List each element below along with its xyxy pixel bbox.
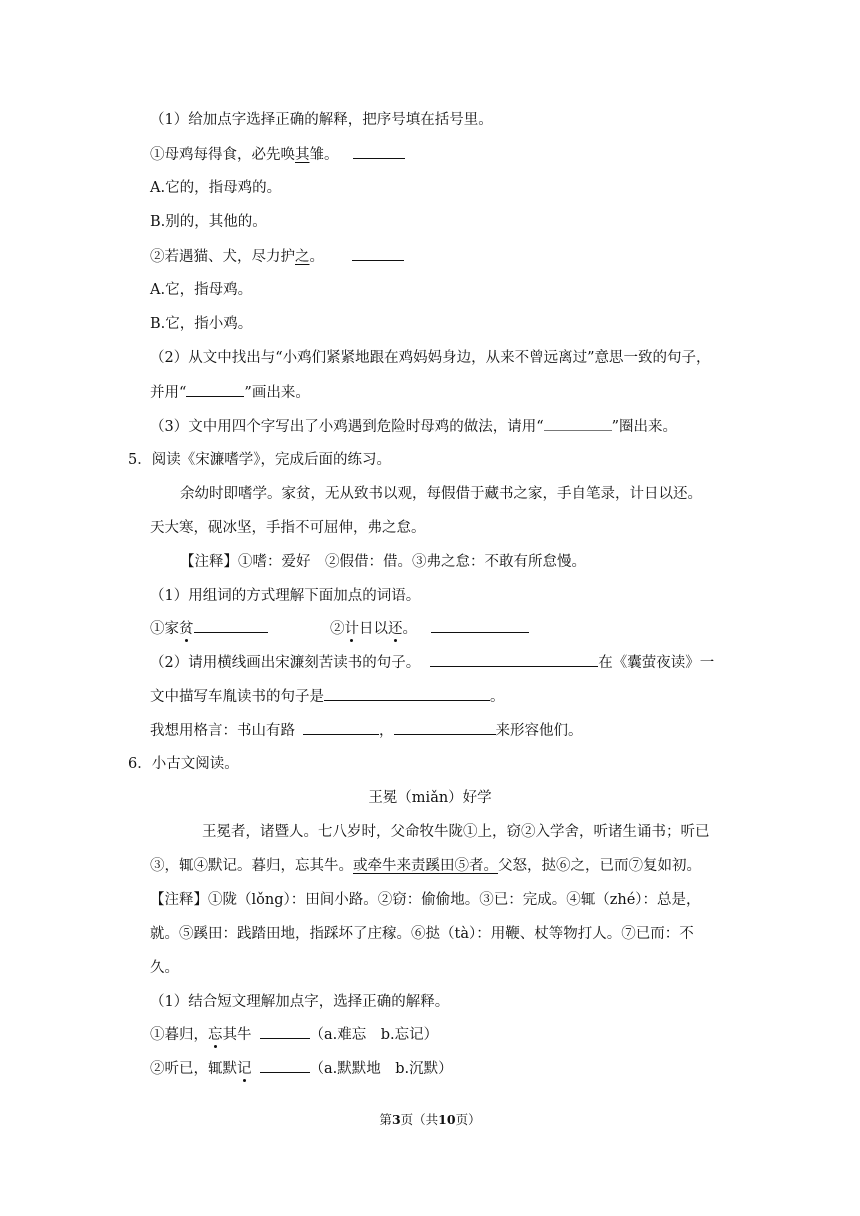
q4-item2-option-a: A.它，指母鸡。 bbox=[150, 282, 253, 298]
q6-passage-line2-pre: ③，辄④默记。暮归，忘其牛。 bbox=[150, 858, 353, 874]
q5-word1-pre: ①家 bbox=[150, 621, 179, 637]
q6-item2 bbox=[150, 1058, 453, 1079]
q4-sub3 bbox=[150, 416, 677, 437]
q6-passage-line1: 王冕者，诸暨人。七八岁时，父命牧牛陇①上，窃②入学舍，听诸生诵书；听已 bbox=[202, 824, 710, 840]
q6-title: 6．小古文阅读。 bbox=[128, 756, 239, 772]
q5-note: 【注释】①嗜：爱好 ②假借：借。③弗之怠：不敢有所怠慢。 bbox=[180, 554, 586, 570]
q5-motto-pre: 我想用格言：书山有路 bbox=[150, 723, 295, 739]
q5-motto-answer-blank-a[interactable] bbox=[303, 720, 379, 735]
footer-total-pages: 10 bbox=[438, 1112, 456, 1127]
q4-sub3-pre: （3）文中用四个字写出了小鸡遇到危险时母鸡的做法，请用“ bbox=[150, 419, 544, 435]
q4-item2-mark: 之 bbox=[295, 249, 310, 265]
footer-mid: 页（共 bbox=[400, 1112, 439, 1127]
q5-sub2-pre: （2）请用横线画出宋濂刻苦读书的句子。 bbox=[150, 655, 421, 671]
q4-sub2-post: ”画出来。 bbox=[244, 385, 310, 401]
q4-sub2-line-sample bbox=[186, 382, 244, 397]
q4-item1-pre: ①母鸡每得食，必先唤 bbox=[150, 147, 295, 163]
q4-sub2-pre: 并用“ bbox=[150, 385, 187, 401]
footer-page-number: 3 bbox=[391, 1112, 401, 1127]
q5-word1-mark: 贫 bbox=[179, 621, 194, 637]
q5-word2-mark1: 计 bbox=[344, 621, 359, 637]
q6-passage-line2-post: 父怒，挞⑥之，已而⑦复如初。 bbox=[498, 858, 701, 874]
q5-sub2-line2-post: 。 bbox=[490, 689, 505, 705]
q6-heading: 王冕（miǎn）好学 bbox=[368, 790, 492, 806]
q4-item1-option-b: B.别的，其他的。 bbox=[150, 214, 267, 230]
q6-item1-mark: 忘 bbox=[208, 1027, 223, 1043]
q6-item2-mark: 记 bbox=[237, 1061, 252, 1077]
q6-passage-line2 bbox=[150, 856, 701, 876]
q5-sub1: （1）用组词的方式理解下面加点的词语。 bbox=[150, 588, 421, 604]
q5-motto-comma: ， bbox=[379, 723, 394, 739]
q5-sub2-line2-pre: 文中描写车胤读书的句子是 bbox=[150, 689, 324, 705]
footer-post: 页） bbox=[455, 1112, 481, 1127]
page-footer bbox=[0, 1110, 860, 1130]
q4-sub3-post: ”圈出来。 bbox=[611, 419, 678, 435]
q5-sub2-answer-blank-a[interactable] bbox=[430, 652, 598, 667]
q5-motto bbox=[150, 720, 583, 741]
q5-word2 bbox=[330, 618, 529, 639]
q4-sub1: （1）给加点字选择正确的解释，把序号填在括号里。 bbox=[150, 112, 493, 128]
q5-motto-answer-blank-b[interactable] bbox=[394, 720, 496, 735]
q5-motto-post: 来形容他们。 bbox=[495, 723, 583, 739]
q6-note-line1: 【注释】①陇（lǒng）：田间小路。②窃：偷偷地。③已：完成。④辄（zhé）：总是， bbox=[150, 892, 701, 908]
q4-item1-answer-blank[interactable] bbox=[353, 144, 405, 159]
q5-word2-mark2: 还 bbox=[388, 621, 403, 637]
footer-pre: 第 bbox=[379, 1112, 392, 1127]
q5-word2-pre: ② bbox=[330, 621, 345, 637]
q5-word1-answer-blank[interactable] bbox=[194, 618, 268, 633]
q5-word2-mid: 日以 bbox=[359, 621, 388, 637]
q6-note-line3: 久。 bbox=[150, 960, 179, 976]
q6-item1-options: （a.难忘 b.忘记） bbox=[309, 1027, 439, 1043]
q5-passage-line2: 天大寒，砚冰坚，手指不可屈伸，弗之怠。 bbox=[150, 520, 426, 536]
q6-item2-options: （a.默默地 b.沉默） bbox=[309, 1061, 453, 1077]
q6-underlined-sentence: 或牵牛来责蹊田⑤者。 bbox=[353, 858, 498, 874]
q4-item2-answer-blank[interactable] bbox=[352, 246, 404, 261]
q4-item2-pre: ②若遇猫、犬，尽力护 bbox=[150, 249, 295, 265]
q5-sub2-line1 bbox=[150, 652, 714, 673]
q4-sub3-line-sample bbox=[544, 416, 612, 431]
q5-word2-answer-blank[interactable] bbox=[431, 618, 529, 633]
q4-item2 bbox=[150, 246, 404, 267]
q4-item1 bbox=[150, 144, 405, 165]
q6-item1-post: 其牛 bbox=[222, 1027, 252, 1043]
q4-item1-post: 雏。 bbox=[309, 147, 339, 163]
q5-word2-post: 。 bbox=[402, 621, 417, 637]
q5-sub2-answer-blank-b[interactable] bbox=[324, 686, 490, 701]
q5-sub2-line2 bbox=[150, 686, 505, 707]
q6-item1 bbox=[150, 1024, 438, 1045]
q4-item1-mark: 其 bbox=[295, 147, 310, 163]
q4-item2-post: 。 bbox=[309, 249, 324, 265]
q6-item1-answer-blank[interactable] bbox=[260, 1024, 310, 1039]
q4-item2-option-b: B.它，指小鸡。 bbox=[150, 316, 253, 332]
q4-item1-option-a: A.它的，指母鸡的。 bbox=[150, 180, 282, 196]
q4-sub2-line1: （2）从文中找出与“小鸡们紧紧地跟在鸡妈妈身边，从来不曾远离过”意思一致的句子， bbox=[150, 350, 711, 366]
q6-note-line2: 就。⑤蹊田：践踏田地，指踩坏了庄稼。⑥挞（tà）：用鞭、杖等物打人。⑦已而：不 bbox=[150, 926, 694, 942]
q5-word1 bbox=[150, 618, 268, 639]
q6-item2-pre: ②听已，辄默 bbox=[150, 1061, 237, 1077]
q6-sub1: （1）结合短文理解加点字，选择正确的解释。 bbox=[150, 994, 450, 1010]
q6-item2-answer-blank[interactable] bbox=[260, 1058, 310, 1073]
q5-passage-line1: 余幼时即嗜学。家贫，无从致书以观，每假借于藏书之家，手自笔录，计日以还。 bbox=[180, 486, 702, 502]
q6-item1-pre: ①暮归， bbox=[150, 1027, 208, 1043]
q5-sub2-post: 在《囊萤夜读》一 bbox=[598, 655, 715, 671]
q4-sub2-line2 bbox=[150, 382, 310, 403]
q5-title: 5．阅读《宋濂嗜学》，完成后面的练习。 bbox=[128, 452, 391, 468]
